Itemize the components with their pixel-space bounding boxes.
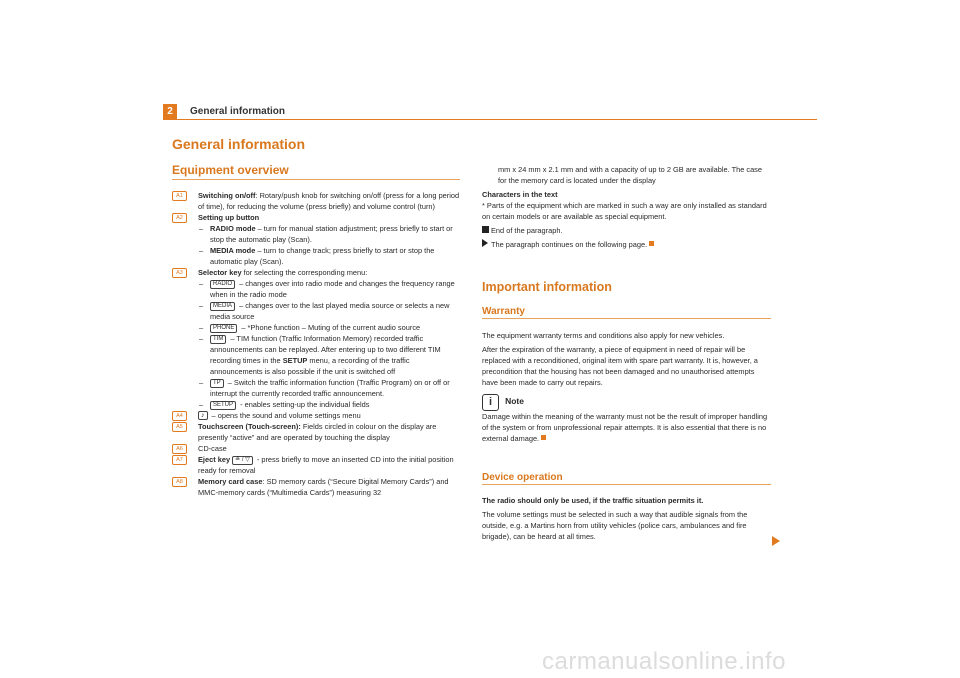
subsection-title: Equipment overview (172, 163, 289, 177)
equipment-list (172, 190, 462, 498)
item-lead: Touchscreen (Touch-screen): (198, 422, 301, 431)
header-rule (163, 119, 817, 120)
sub-item: – RADIO mode – turn for manual station adjustment; press briefly to start or stop the automatic play (Scan). (199, 224, 453, 244)
sub-text: - enables setting-up the individual fields (238, 400, 370, 409)
continuation-text: mm x 24 mm x 2.1 mm and with a capacity of up to 2 GB are available. The case for the memory card is located under the display (498, 165, 762, 185)
subsection-title: Device operation (482, 472, 563, 483)
list-item (172, 443, 462, 454)
sub-item: – RADIO – changes over into radio mode and changes the frequency range when in the radio mode (199, 279, 455, 299)
key-label: MEDIA (210, 302, 235, 311)
next-page-arrow-icon[interactable] (772, 536, 780, 546)
sub-text: menu, a recording of the traffic announcements is also possible if the unit is switched off (210, 356, 410, 376)
item-text: CD-case (198, 444, 227, 453)
sub-item: – SETUP - enables setting-up the individual fields (199, 400, 370, 409)
item-text: for selecting the corresponding menu: (241, 268, 368, 277)
item-lead: Setting up button (198, 213, 260, 222)
key-label: TIM (210, 335, 226, 344)
key-label: TP (210, 379, 224, 388)
item-marker: A3 (172, 268, 187, 278)
item-marker: A5 (172, 422, 187, 432)
item-text: - press briefly to move an inserted CD into the initial position ready for removal (198, 455, 454, 475)
sub-item: – PHONE – *Phone function – Muting of the current audio source (199, 323, 421, 332)
sound-settings-icon: ♪ (198, 411, 208, 420)
item-text: Fields circled in colour on the display are presently “active” and are operated by touching the display (198, 422, 437, 442)
end-mark-icon (482, 226, 489, 233)
warranty-paragraph: After the expiration of the warranty, a piece of equipment in need of repair will be replaced with a reconditioned, original item with spare part warranty. It is, however, a precondition that the housing has not been damaged and no unauthorised attempts have been made to carry out repairs. (482, 345, 758, 387)
note-icon: i (482, 394, 499, 411)
subsection-rule (482, 318, 771, 319)
sub-text: – *Phone function – Muting of the current audio source (239, 323, 421, 332)
item-text: : Rotary/push knob for switching on/off (press for a long period of time), for reducing the volume (press briefly) and volume control (turn) (198, 191, 460, 211)
device-paragraph: The volume settings must be selected in such a way that audible signals from the outside, e.g. a Martins horn from utility vehicles (police cars, ambulances and fire brigade), can be heard at all times. (482, 510, 748, 541)
sub-text: – changes over to the last played media source or selects a new media source (210, 301, 450, 321)
item-marker: A6 (172, 444, 187, 454)
sub-text: – turn to change track; press briefly to start or stop the automatic play (Scan). (210, 246, 435, 266)
list-item (172, 410, 462, 421)
continue-arrow-icon (482, 239, 488, 247)
characters-title: Characters in the text (482, 190, 558, 199)
page-number-badge: 2 (163, 104, 177, 119)
key-label: SETUP (210, 401, 236, 410)
device-body (482, 495, 772, 545)
device-warning: The radio should only be used, if the traffic situation permits it. (482, 496, 704, 505)
sub-bold: SETUP (282, 356, 308, 365)
end-mark-icon (541, 435, 546, 440)
sub-text: – TIM function (Traffic Information Memory) recorded traffic announcements can be replayed. After entering up to two different TIM recording times in the (210, 334, 441, 365)
subsection-rule (172, 179, 460, 180)
item-lead: Selector key (198, 268, 242, 277)
note-heading: i Note (482, 394, 772, 411)
subsection-title: Warranty (482, 306, 525, 317)
sub-item: – MEDIA – changes over to the last played media source or selects a new media source (199, 301, 450, 321)
running-header-title: General information (190, 106, 286, 117)
sub-lead: MEDIA mode (210, 246, 256, 255)
item-text: – opens the sound and volume settings menu (209, 411, 361, 420)
warranty-body (482, 330, 772, 447)
item-text: : SD memory cards (“Secure Digital Memory Cards”) and MMC-memory cards (“Multimedia Cards”) measuring 32 (198, 477, 449, 497)
list-item (172, 454, 462, 476)
item-marker: A8 (172, 477, 187, 487)
list-item (172, 190, 462, 212)
item-marker: A2 (172, 213, 187, 223)
characters-end: End of the paragraph. (482, 225, 772, 236)
list-item (172, 421, 462, 443)
section-title: General information (172, 136, 306, 152)
eject-key-icon: ≙ / ▽ (232, 456, 253, 465)
sub-text: – Switch the traffic information function (Traffic Program) on or off or interrupt the currently recorded traffic announcement. (210, 378, 450, 398)
characters-star: * Parts of the equipment which are marked in such a way are only installed as standard on certain models or are available as special equipment. (482, 201, 767, 221)
item-marker: A4 (172, 411, 187, 421)
list-item (172, 476, 462, 498)
right-column (482, 164, 772, 253)
end-mark-icon (649, 241, 654, 246)
section-title: Important information (482, 280, 612, 294)
sub-text: – changes over into radio mode and changes the frequency range when in the radio mode (210, 279, 455, 299)
warranty-paragraph: The equipment warranty terms and conditions also apply for new vehicles. (482, 331, 725, 340)
item-marker: A1 (172, 191, 187, 201)
subsection-rule (482, 484, 771, 485)
sub-item: – TIM – TIM function (Traffic Information Memory) recorded traffic announcements can be replayed. After entering up to two different TIM recording times in the SETUP menu, a recording of the traffic announcements is also possible if the unit is switched off (199, 334, 441, 376)
item-lead: Memory card case (198, 477, 263, 486)
watermark: carmanualsonline.info (542, 648, 786, 675)
characters-continue: The paragraph continues on the following page. (482, 239, 772, 250)
sub-item: – TP – Switch the traffic information function (Traffic Program) on or off or interrupt the currently recorded traffic announcement. (199, 378, 450, 398)
item-lead: Switching on/off (198, 191, 256, 200)
note-text: Damage within the meaning of the warranty must not be the result of improper handling of the system or from unprofessional repair attempts. It is also essential that there is no external damage. (482, 412, 768, 443)
item-lead: Eject key (198, 455, 231, 464)
sub-text: – turn for manual station adjustment; press briefly to start or stop the automatic play (Scan). (210, 224, 453, 244)
key-label: PHONE (210, 324, 237, 333)
sub-item: – MEDIA mode – turn to change track; press briefly to start or stop the automatic play (Scan). (199, 246, 435, 266)
sub-lead: RADIO mode (210, 224, 256, 233)
item-marker: A7 (172, 455, 187, 465)
list-item (172, 212, 462, 223)
list-item (172, 267, 462, 278)
key-label: RADIO (210, 280, 235, 289)
